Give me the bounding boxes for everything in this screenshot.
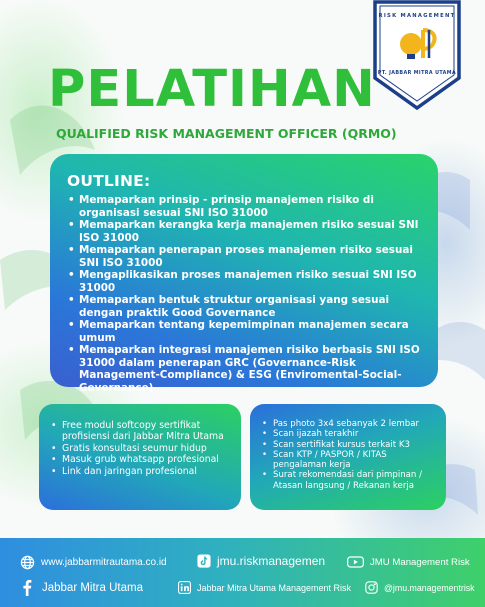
outline-list — [67, 194, 422, 394]
requirements-card — [250, 404, 446, 510]
outline-item: • Memaparkan integrasi manajemen risiko berbasis SNI ISO 31000 dalam penerapan GRC (Governance-Risk Management-Compliance) & ESG (Enviromental-Social-Governance) — [67, 344, 422, 394]
footer-instagram-text: @jmu.managementrisk — [384, 582, 475, 593]
benefits-list — [51, 420, 231, 477]
footer-website-text: www.jabbarmitrautama.co.id — [41, 557, 167, 568]
footer-tiktok[interactable] — [197, 554, 325, 568]
footer-instagram[interactable] — [365, 581, 475, 594]
instagram-icon — [365, 581, 378, 594]
tiktok-icon — [197, 554, 211, 568]
benefits-card — [39, 404, 241, 510]
benefit-item: • Link dan jaringan profesional — [51, 466, 231, 477]
benefit-item: • Free modul softcopy sertifikat profisiensi dari Jabbar Mitra Utama — [51, 420, 231, 443]
logo-top-text: RISK MANAGEMENT — [378, 13, 456, 19]
outline-item: • Memaparkan bentuk struktur organisasi yang sesuai dengan praktik Good Governance — [67, 294, 422, 319]
footer-youtube[interactable] — [347, 556, 470, 568]
contact-footer — [0, 538, 485, 607]
footer-linkedin-text: Jabbar Mitra Utama Management Risk — [197, 582, 352, 593]
requirements-list — [262, 419, 436, 491]
benefit-item: • Masuk grub whatsapp profesional — [51, 454, 231, 465]
outline-item: • Memaparkan kerangka kerja manajemen risiko sesuai SNI ISO 31000 — [67, 219, 422, 244]
footer-linkedin[interactable] — [178, 581, 351, 594]
footer-tiktok-text: jmu.riskmanagemen — [217, 554, 326, 568]
footer-youtube-text: JMU Management Risk — [370, 556, 470, 568]
outline-item: • Memaparkan prinsip - prinsip manajemen risiko di organisasi sesuai SNI ISO 31000 — [67, 194, 422, 219]
outline-card — [50, 154, 438, 394]
requirement-item: • Surat rekomendasi dari pimpinan / Atasan langsung / Rekanan kerja — [262, 470, 436, 491]
globe-icon — [20, 555, 35, 570]
logo-bottom-text: PT. JABBAR MITRA UTAMA — [377, 71, 457, 76]
footer-facebook[interactable] — [22, 579, 143, 596]
footer-website[interactable] — [20, 555, 167, 570]
page-subtitle: QUALIFIED RISK MANAGEMENT OFFICER (QRMO) — [56, 126, 397, 141]
outline-item: • Mengaplikasikan proses manajemen risiko sesuai SNI ISO 31000 — [67, 269, 422, 294]
outline-item: • Memaparkan tentang kepemimpinan manajemen secara umum — [67, 319, 422, 344]
outline-item: • Memaparkan penerapan proses manajemen risiko sesuai SNI ISO 31000 — [67, 244, 422, 269]
requirement-item: • Scan ijazah terakhir — [262, 429, 436, 439]
linkedin-icon — [178, 581, 191, 594]
facebook-icon — [22, 579, 32, 596]
requirement-item: • Pas photo 3x4 sebanyak 2 lembar — [262, 419, 436, 429]
footer-facebook-text: Jabbar Mitra Utama — [42, 581, 143, 594]
page-title: PELATIHAN — [48, 60, 376, 119]
benefit-item: • Gratis konsultasi seumur hidup — [51, 443, 231, 454]
outline-heading: OUTLINE: — [67, 172, 151, 190]
requirement-item: • Scan sertifikat kursus terkait K3 — [262, 440, 436, 450]
requirement-item: • Scan KTP / PASPOR / KITAS pengalaman kerja — [262, 450, 436, 471]
youtube-icon — [347, 556, 364, 568]
